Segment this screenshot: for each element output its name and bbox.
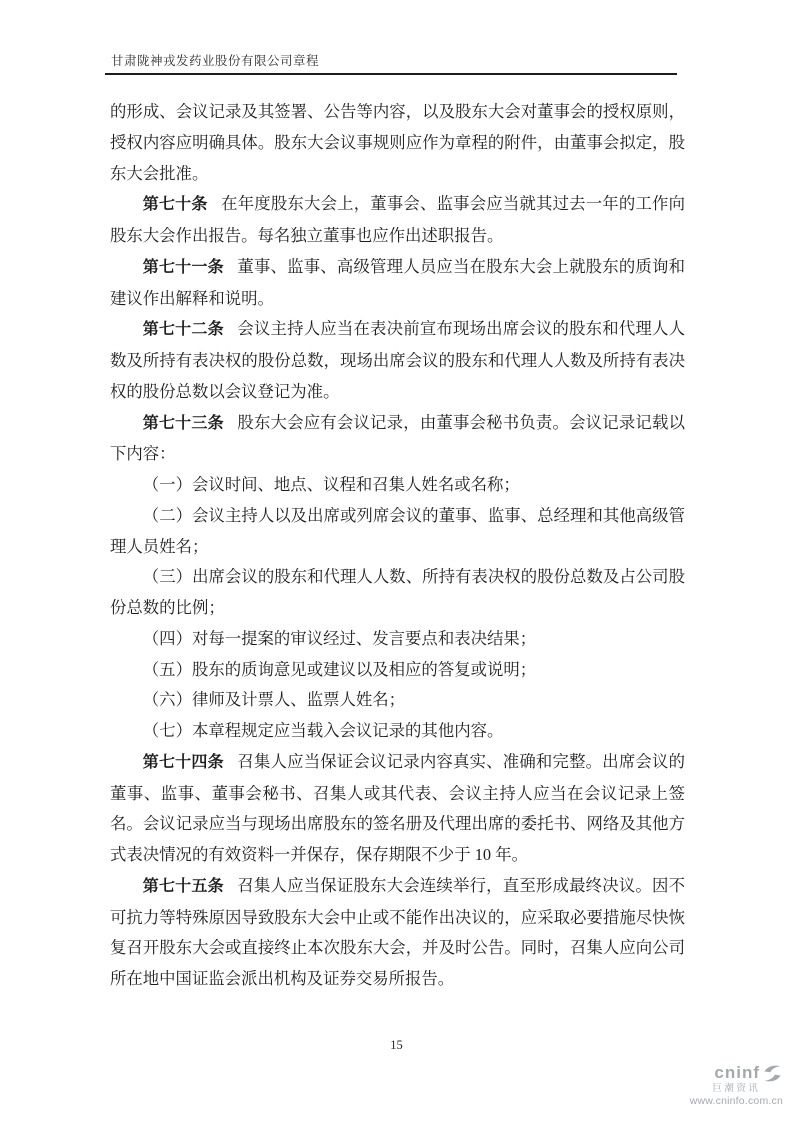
cninfo-brand-row (690, 1064, 783, 1083)
document-body (110, 97, 685, 995)
list-item (110, 655, 685, 686)
article-number: 第七十二条 (142, 321, 224, 339)
article-number: 第七十条 (142, 196, 208, 214)
article-number: 第七十四条 (142, 753, 224, 771)
paragraph-text: 股东大会应有会议记录，由董事会秘书负责。会议记录记载以下内容： (110, 412, 685, 464)
article-paragraph (110, 252, 685, 315)
paragraph-text: （四）对每一提案的审议经过、发言要点和表决结果； (142, 628, 537, 648)
cninfo-logo (690, 1064, 787, 1108)
cninfo-swirl-icon (762, 1065, 783, 1082)
article-number: 第七十三条 (142, 414, 224, 432)
page-footer (0, 1036, 793, 1054)
list-item (110, 685, 685, 716)
list-item (110, 470, 685, 501)
cninfo-caption: 巨潮资讯 (712, 1082, 761, 1094)
paragraph-text: 召集人应当保证会议记录内容真实、准确和完整。出席会议的董事、监事、董事会秘书、召集人或其代表、会议主持人应当在会议记录上签名。会议记录应当与现场出席股东的签名册及代理出席的委托书、网络及其他方式表决情况的有效资料一并保存，保存期限不少于 10 年。 (110, 751, 685, 864)
list-item (110, 624, 685, 655)
page-header (105, 53, 677, 75)
article-paragraph (110, 871, 685, 995)
paragraph-text: 会议主持人应当在表决前宣布现场出席会议的股东和代理人人数及所持有表决权的股份总数，现场出席会议的股东和代理人人数及所持有表决权的股份总数以会议登记为准。 (110, 319, 685, 401)
article-paragraph (110, 314, 685, 407)
paragraph-text: （六）律师及计票人、监票人姓名； (142, 690, 406, 710)
page-number: 15 (390, 1038, 403, 1052)
article-number: 第七十五条 (142, 877, 224, 895)
paragraph (110, 97, 685, 189)
article-paragraph (110, 747, 685, 871)
paragraph-text: 召集人应当保证股东大会连续举行，直至形成最终决议。因不可抗力等特殊原因导致股东大会中止或不能作出决议的，应采取必要措施尽快恢复召开股东大会或直接终止本次股东大会，并及时公告。同时，召集人应向公司所在地中国证监会派出机构及证券交易所报告。 (110, 875, 685, 988)
list-item (110, 501, 685, 563)
paragraph-text: （一）会议时间、地点、议程和召集人姓名或名称； (142, 475, 520, 494)
article-paragraph (110, 189, 685, 252)
article-paragraph (110, 408, 685, 471)
article-number: 第七十一条 (142, 258, 224, 276)
cninfo-wordmark: cninf (714, 1063, 760, 1082)
document-title: 甘肃陇神戎发药业股份有限公司章程 (111, 54, 320, 68)
cninfo-url: www.cninfo.com.cn (689, 1095, 783, 1108)
paragraph-text: （三）出席会议的股东和代理人人数、所持有表决权的股份总数及占公司股份总数的比例； (110, 567, 685, 617)
paragraph-text: （五）股东的质询意见或建议以及相应的答复或说明； (142, 659, 537, 679)
paragraph-text: 在年度股东大会上，董事会、监事会应当就其过去一年的工作向股东大会作出报告。每名独立董事也应作出述职报告。 (110, 194, 685, 245)
paragraph-text: （二）会议主持人以及出席或列席会议的董事、监事、总经理和其他高级管理人员姓名； (110, 505, 685, 556)
paragraph-text: （七）本章程规定应当载入会议记录的其他内容。 (142, 721, 504, 740)
paragraph-text: 董事、监事、高级管理人员应当在股东大会上就股东的质询和建议作出解释和说明。 (110, 256, 685, 308)
list-item (110, 716, 685, 747)
paragraph-text: 的形成、会议记录及其签署、公告等内容，以及股东大会对董事会的授权原则，授权内容应明确具体。股东大会议事规则应作为章程的附件，由董事会拟定，股东大会批准。 (110, 102, 685, 183)
list-item (110, 562, 685, 624)
